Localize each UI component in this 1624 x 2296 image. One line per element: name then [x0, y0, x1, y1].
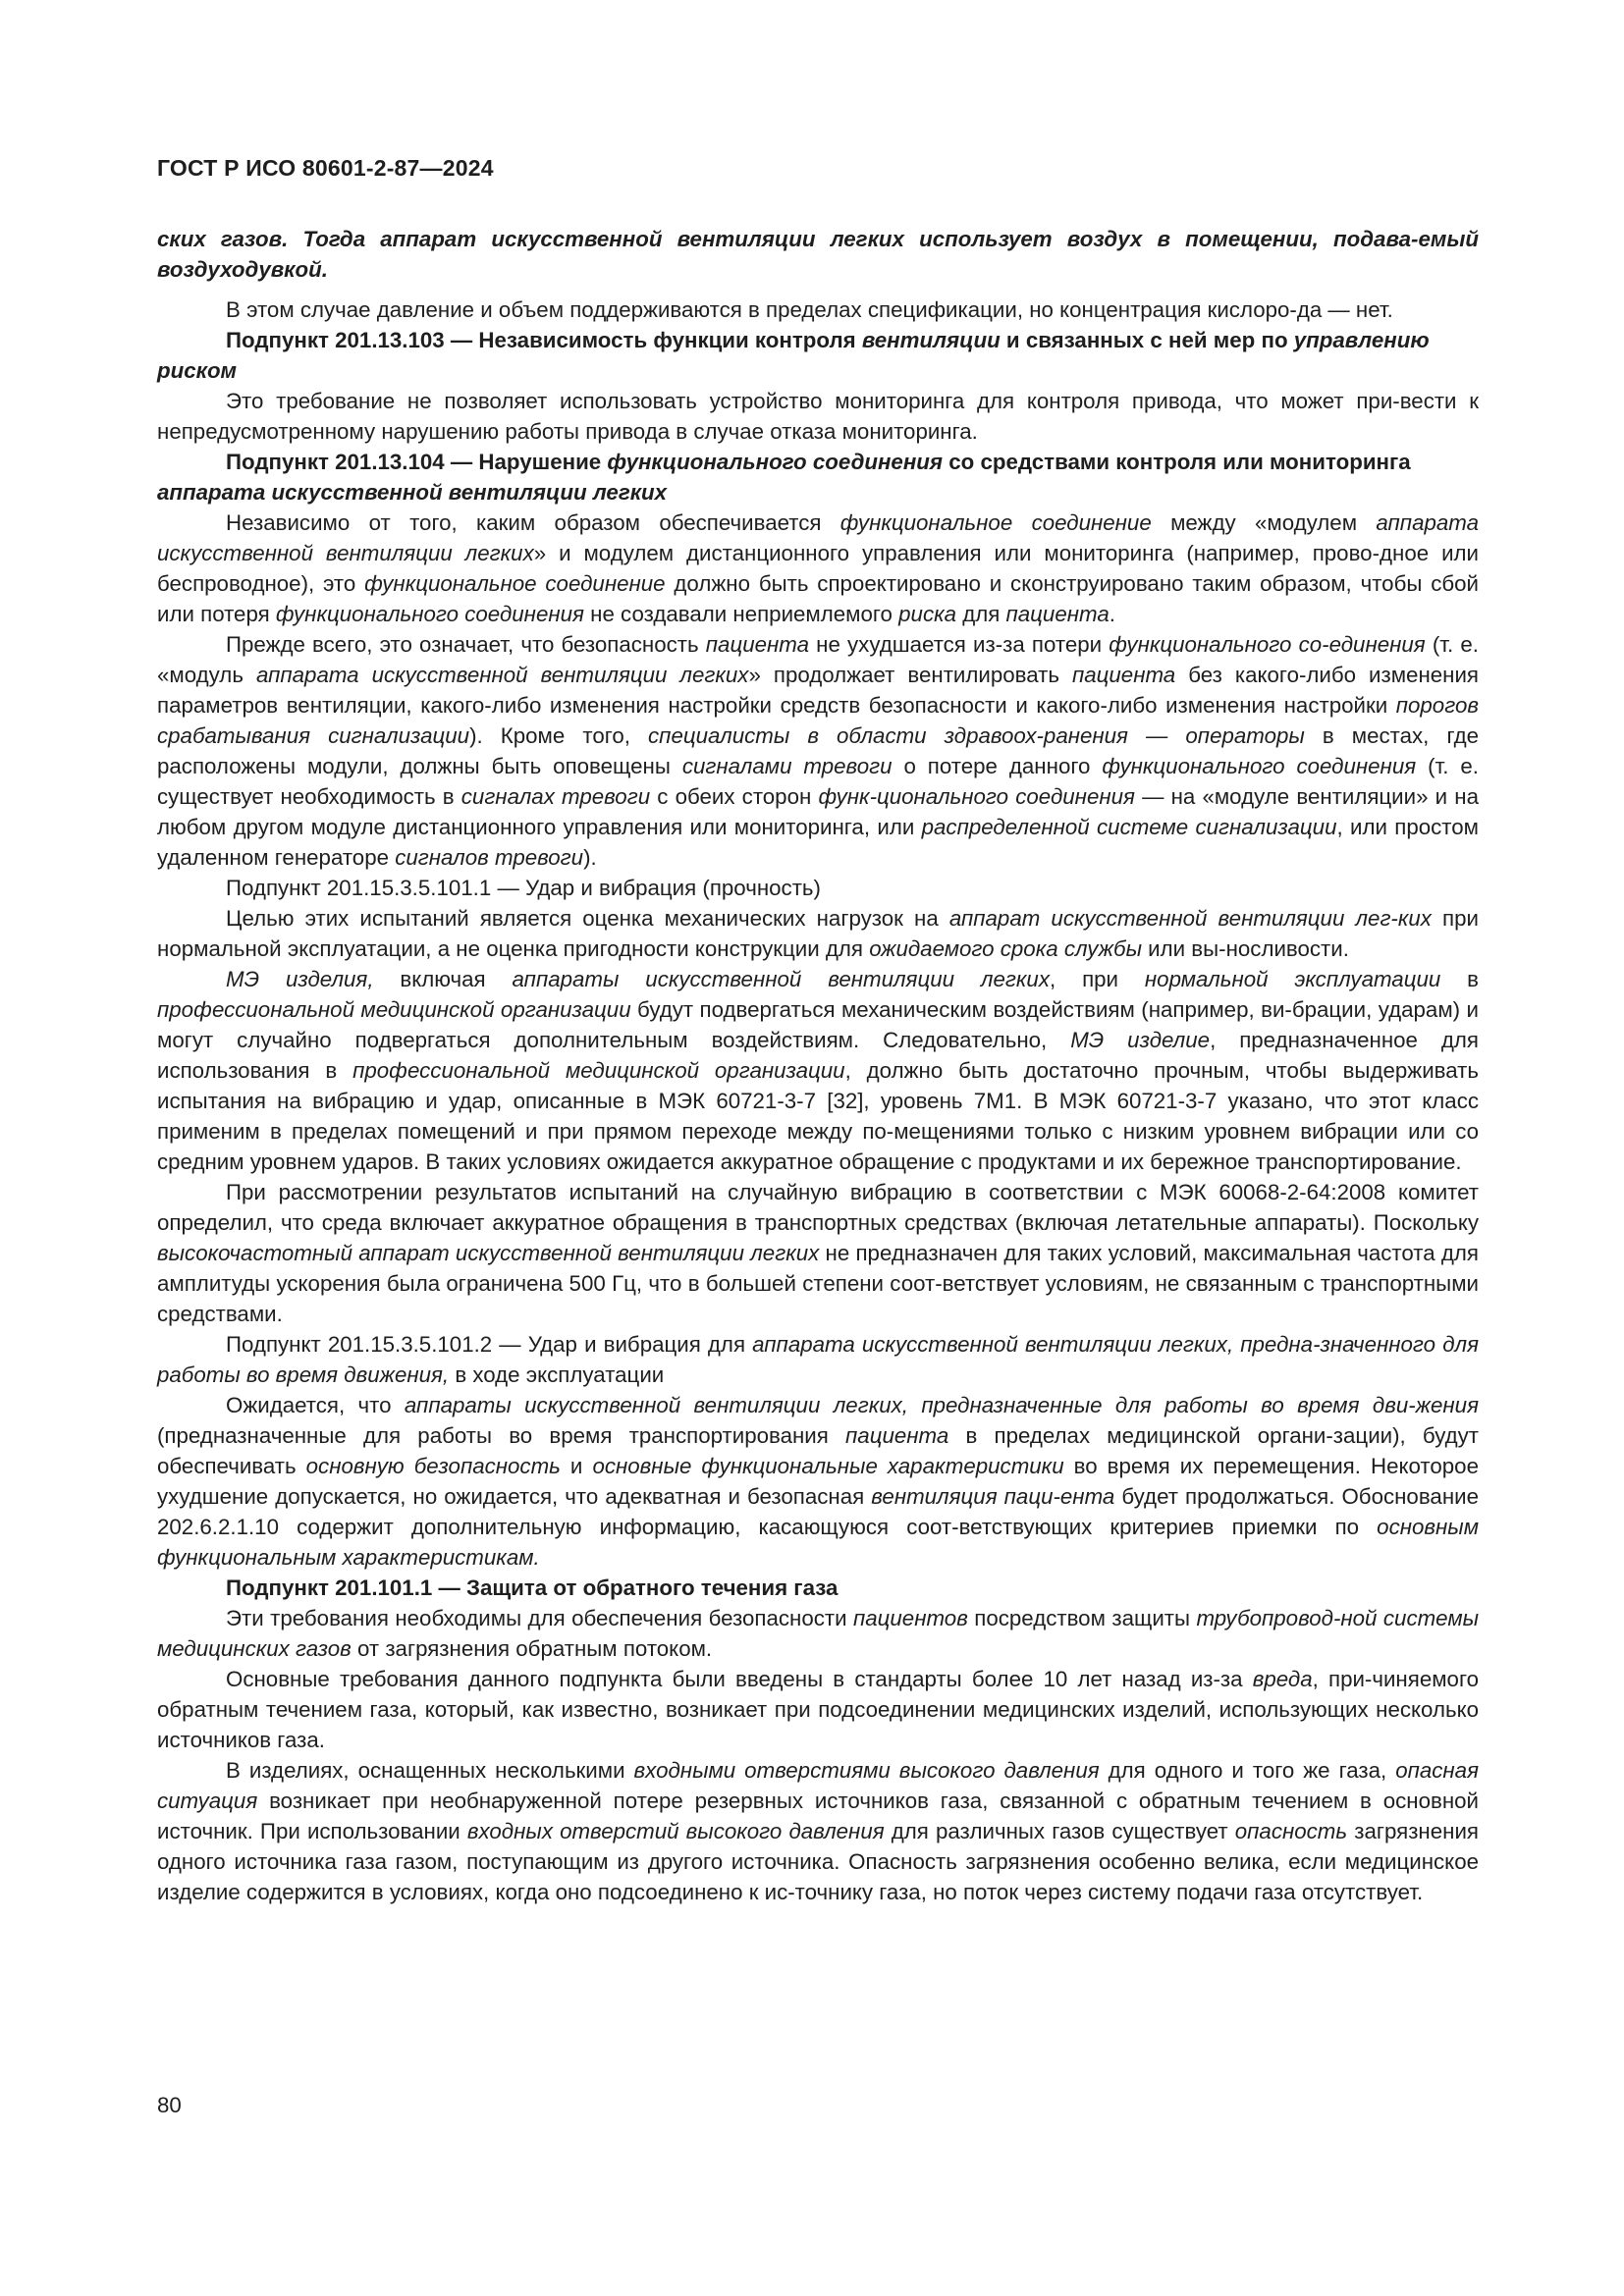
italic-term: пациента — [845, 1423, 949, 1448]
italic-term: профессиональной медицинской организации — [157, 997, 631, 1022]
text-run: Это требование не позволяет использовать устройство мониторинга для контроля привода, что может при-​вести к непредусмотренному нарушению работы привода в случае отказа мониторинга. — [157, 389, 1479, 444]
text-run: » продолжает вентилировать — [748, 663, 1072, 687]
paragraph — [157, 1603, 1479, 1664]
text-run: При рассмотрении результатов испытаний на случайную вибрацию в соответствии с МЭК 60068-2-64:2008 комитет определил, что среда включает аккуратное обращения в транспортных средствах (включая летательные аппараты). Поскольку — [157, 1180, 1479, 1235]
italic-term: распределенной системе сигнализации — [921, 815, 1337, 839]
text-run: должно быть спроектировано и сконструировано таким образом, чтобы сбой или потеря — [157, 571, 1479, 626]
text-run: Подпункт 201.15.3.5.101.2 — Удар и вибрация для — [226, 1332, 753, 1357]
italic-term: функционального соединения — [607, 450, 944, 474]
text-run: Подпункт 201.101.1 — Защита от обратного течения газа — [226, 1575, 839, 1600]
text-run: (т. е. «модуль — [157, 632, 1479, 687]
subclause-heading-201-15-3-5-101-2 — [157, 1329, 1479, 1390]
text-run: не предназначен для таких условий, максимальная частота для амплитуды ускорения была ограничена 500 Гц, что в большей степени соот-​ветствует условиям, не связанным с транспортными средствами. — [157, 1241, 1480, 1326]
text-run: Подпункт 201.15.3.5.101.1 — Удар и вибрация (прочность) — [226, 876, 821, 900]
italic-term: профессиональной медицинской организации — [352, 1058, 845, 1083]
text-run: (предназначенные для работы во время транспортирования — [157, 1423, 846, 1448]
text-run: , или простом удаленном генераторе — [157, 815, 1479, 870]
italic-term: функ-​ционального соединения — [818, 784, 1135, 809]
italic-term: вентиляция паци-​ента — [871, 1484, 1115, 1509]
text-run: Ожидается, что — [226, 1393, 405, 1417]
text-run: в ходе эксплуатации — [449, 1362, 665, 1387]
text-run: будут подвергаться механическим воздействиям (например, ви-​брации, ударам) и могут случайно подвергаться дополнительным воздействиям. Следовательно, — [157, 997, 1479, 1052]
italic-term: управлению риском — [157, 328, 1430, 383]
text-run: для одного и того же газа, — [1099, 1758, 1396, 1783]
italic-term: пациентов — [852, 1606, 968, 1630]
paragraph-continuation — [157, 224, 1479, 285]
italic-term: опасная ситуация — [157, 1758, 1479, 1813]
text-run: или вы-​носливости. — [1141, 936, 1349, 961]
text-run: возникает при необнаруженной потере резервных источников газа, связанной с обратным течением в основной источник. При использовании — [157, 1789, 1479, 1843]
paragraph — [157, 1177, 1479, 1329]
italic-term: вентиляции — [861, 328, 1001, 352]
italic-term: пациента — [1005, 602, 1110, 626]
section-heading-201-101-1 — [157, 1573, 1479, 1603]
paragraph — [157, 294, 1479, 325]
italic-term: ожидаемого срока службы — [869, 936, 1142, 961]
text-run: со средствами контроля или мониторинга — [943, 450, 1411, 474]
text-run: будет продолжаться. Обоснование 202.6.2.1.10 содержит дополнительную информацию, касающуюся соот-​ветствующих критериев приемки по — [157, 1484, 1479, 1539]
italic-term: нормальной эксплуатации — [1144, 967, 1441, 991]
document-body — [157, 224, 1479, 1907]
italic-term: вреда — [1252, 1667, 1313, 1691]
italic-term: риска — [898, 602, 957, 626]
italic-term: функциональное соединение — [839, 510, 1152, 535]
paragraph — [157, 1390, 1479, 1573]
text-run: . — [1109, 602, 1115, 626]
text-run: Подпункт 201.13.103 — Независимость функции контроля — [226, 328, 862, 352]
italic-term: высокочастотный аппарат искусственной вентиляции легких — [157, 1241, 820, 1265]
text-run: для — [956, 602, 1006, 626]
italic-term: основные функциональные характеристики — [592, 1454, 1064, 1478]
text-run: включая — [373, 967, 513, 991]
text-run: о потере данного — [892, 754, 1103, 778]
text-run: не создавали неприемлемого — [583, 602, 899, 626]
italic-term: аппарата искусственной вентиляции легких — [157, 480, 668, 505]
section-heading-201-13-103 — [157, 325, 1479, 386]
text-run: Прежде всего, это означает, что безопасность — [226, 632, 706, 657]
paragraph — [157, 964, 1479, 1177]
paragraph — [157, 1664, 1479, 1755]
text-run: ). — [583, 845, 597, 870]
text-run: , при-​чиняемого обратным течением газа, который, как известно, возникает при подсоединении медицинских изделий, использующих несколько источников газа. — [157, 1667, 1479, 1752]
italic-term: сигналах тревоги — [460, 784, 651, 809]
text-run: от загрязнения обратным потоком. — [351, 1636, 713, 1661]
italic-term: порогов срабатывания сигнализации — [157, 693, 1479, 748]
italic-term: пациента — [1071, 663, 1176, 687]
italic-term: входных отверстий высокого давления — [466, 1819, 885, 1843]
text-run: Основные требования данного подпункта были введены в стандарты более 10 лет назад из-за — [226, 1667, 1253, 1691]
italic-term: сигналами тревоги — [681, 754, 893, 778]
italic-term: функциональное соединение — [364, 571, 666, 596]
italic-term: трубопровод-​ной системы медицинских газов — [157, 1606, 1480, 1661]
text-run: , должно быть достаточно прочным, чтобы выдерживать испытания на вибрацию и удар, описанные в МЭК 60721-3-7 [32], уровень 7M1. В МЭК 60721-3-7 указано, что этот класс применим в пределах помещений и при прямом переходе между по-​мещениями только с низким уровнем вибрации или со средним уровнем ударов. В таких условиях ожидается аккуратное обращение с продуктами и их бережное транспортирование. — [157, 1058, 1479, 1174]
text-run: и связанных с ней мер по — [1000, 328, 1294, 352]
italic-term: основным функциональным характеристикам. — [157, 1515, 1479, 1570]
text-run: Эти требования необходимы для обеспечения безопасности — [226, 1606, 853, 1630]
section-heading-201-13-104 — [157, 447, 1479, 507]
paragraph — [157, 507, 1479, 629]
text-run: , при — [1049, 967, 1145, 991]
text-run: в пределах медицинской органи-​зации), будут обеспечивать — [157, 1423, 1479, 1478]
text-run: загрязнения одного источника газа газом, поступающим из другого источника. Опасность загрязнения особенно велика, если медицинское изделие содержится в условиях, когда оно подсоединено к ис-​точнику газа, но поток через систему подачи газа отсутствует. — [157, 1819, 1479, 1904]
italic-term: функционального соединения — [1102, 754, 1417, 778]
text-run: между «модулем — [1151, 510, 1377, 535]
text-run: и — [560, 1454, 593, 1478]
italic-term: сигналов тревоги — [395, 845, 584, 870]
paragraph — [157, 629, 1479, 873]
text-run: — на «модуле вентиляции» и на любом другом модуле дистанционного управления или мониторинга, или — [157, 784, 1479, 839]
text-run: при нормальной эксплуатации, а не оценка пригодности конструкции для — [157, 906, 1479, 961]
italic-term: функционального со-​единения — [1109, 632, 1426, 657]
italic-term: пациента — [705, 632, 809, 657]
text-run: Целью этих испытаний является оценка механических нагрузок на — [226, 906, 949, 931]
italic-term: входными отверстиями высокого давления — [633, 1758, 1100, 1783]
text-run: без какого-либо изменения параметров вентиляции, какого-либо изменения настройки средств безопасности и какого-​либо изменения настройки — [157, 663, 1480, 718]
text-run: с обеих сторон — [650, 784, 819, 809]
text-run: ских газов. Тогда аппарат искусственной вентиляции легких использует воздух в помещении, подава-​емый воздуходувкой. — [157, 227, 1479, 282]
italic-term: аппарата искусственной вентиляции легких — [157, 510, 1479, 565]
italic-term: МЭ изделие — [1070, 1028, 1211, 1052]
text-run: посредством защиты — [967, 1606, 1197, 1630]
text-run: , предназначенное для использования в — [157, 1028, 1479, 1083]
text-run: для различных газов существует — [884, 1819, 1235, 1843]
paragraph — [157, 386, 1479, 447]
italic-term: основную безопасность — [305, 1454, 561, 1478]
italic-term: МЭ изделия, — [226, 967, 374, 991]
text-run: не ухудшается из-за потери — [809, 632, 1110, 657]
paragraph — [157, 903, 1479, 964]
text-run: ). Кроме того, — [469, 723, 649, 748]
italic-term: опасность — [1234, 1819, 1348, 1843]
paragraph — [157, 1755, 1479, 1907]
italic-term: аппараты искусственной вентиляции легких, предназначенные для работы во время дви-​жения — [404, 1393, 1479, 1417]
text-run: В этом случае давление и объем поддерживаются в пределах спецификации, но концентрация кислоро-​да — нет. — [226, 297, 1393, 322]
text-run: Подпункт 201.13.104 — Нарушение — [226, 450, 608, 474]
italic-term: специалисты в области здравоох-​ранения — операторы — [648, 723, 1305, 748]
text-run: в местах, где расположены модули, должны быть оповещены — [157, 723, 1479, 778]
italic-term: аппараты искусственной вентиляции легких — [512, 967, 1050, 991]
text-run: в — [1440, 967, 1479, 991]
text-run: Независимо от того, каким образом обеспечивается — [226, 510, 840, 535]
text-run: В изделиях, оснащенных несколькими — [226, 1758, 634, 1783]
text-run: во время их перемещения. Некоторое ухудшение допускается, но ожидается, что адекватная и безопасная — [157, 1454, 1479, 1509]
document-header: ГОСТ Р ИСО 80601-2-87—2024 — [157, 155, 494, 181]
page-number: 80 — [157, 2093, 182, 2117]
text-run: » и модулем дистанционного управления или мониторинга (например, прово-​дное или беспроводное), это — [157, 541, 1479, 596]
text-run: (т. е. существует необходимость в — [157, 754, 1479, 809]
italic-term: аппарата искусственной вентиляции легких — [255, 663, 749, 687]
italic-term: аппарата искусственной вентиляции легких, предна-​значенного для работы во время движения, — [157, 1332, 1480, 1387]
italic-term: функционального соединения — [275, 602, 584, 626]
italic-term: аппарат искусственной вентиляции лег-​ких — [948, 906, 1432, 931]
subclause-heading-201-15-3-5-101-1 — [157, 873, 1479, 903]
